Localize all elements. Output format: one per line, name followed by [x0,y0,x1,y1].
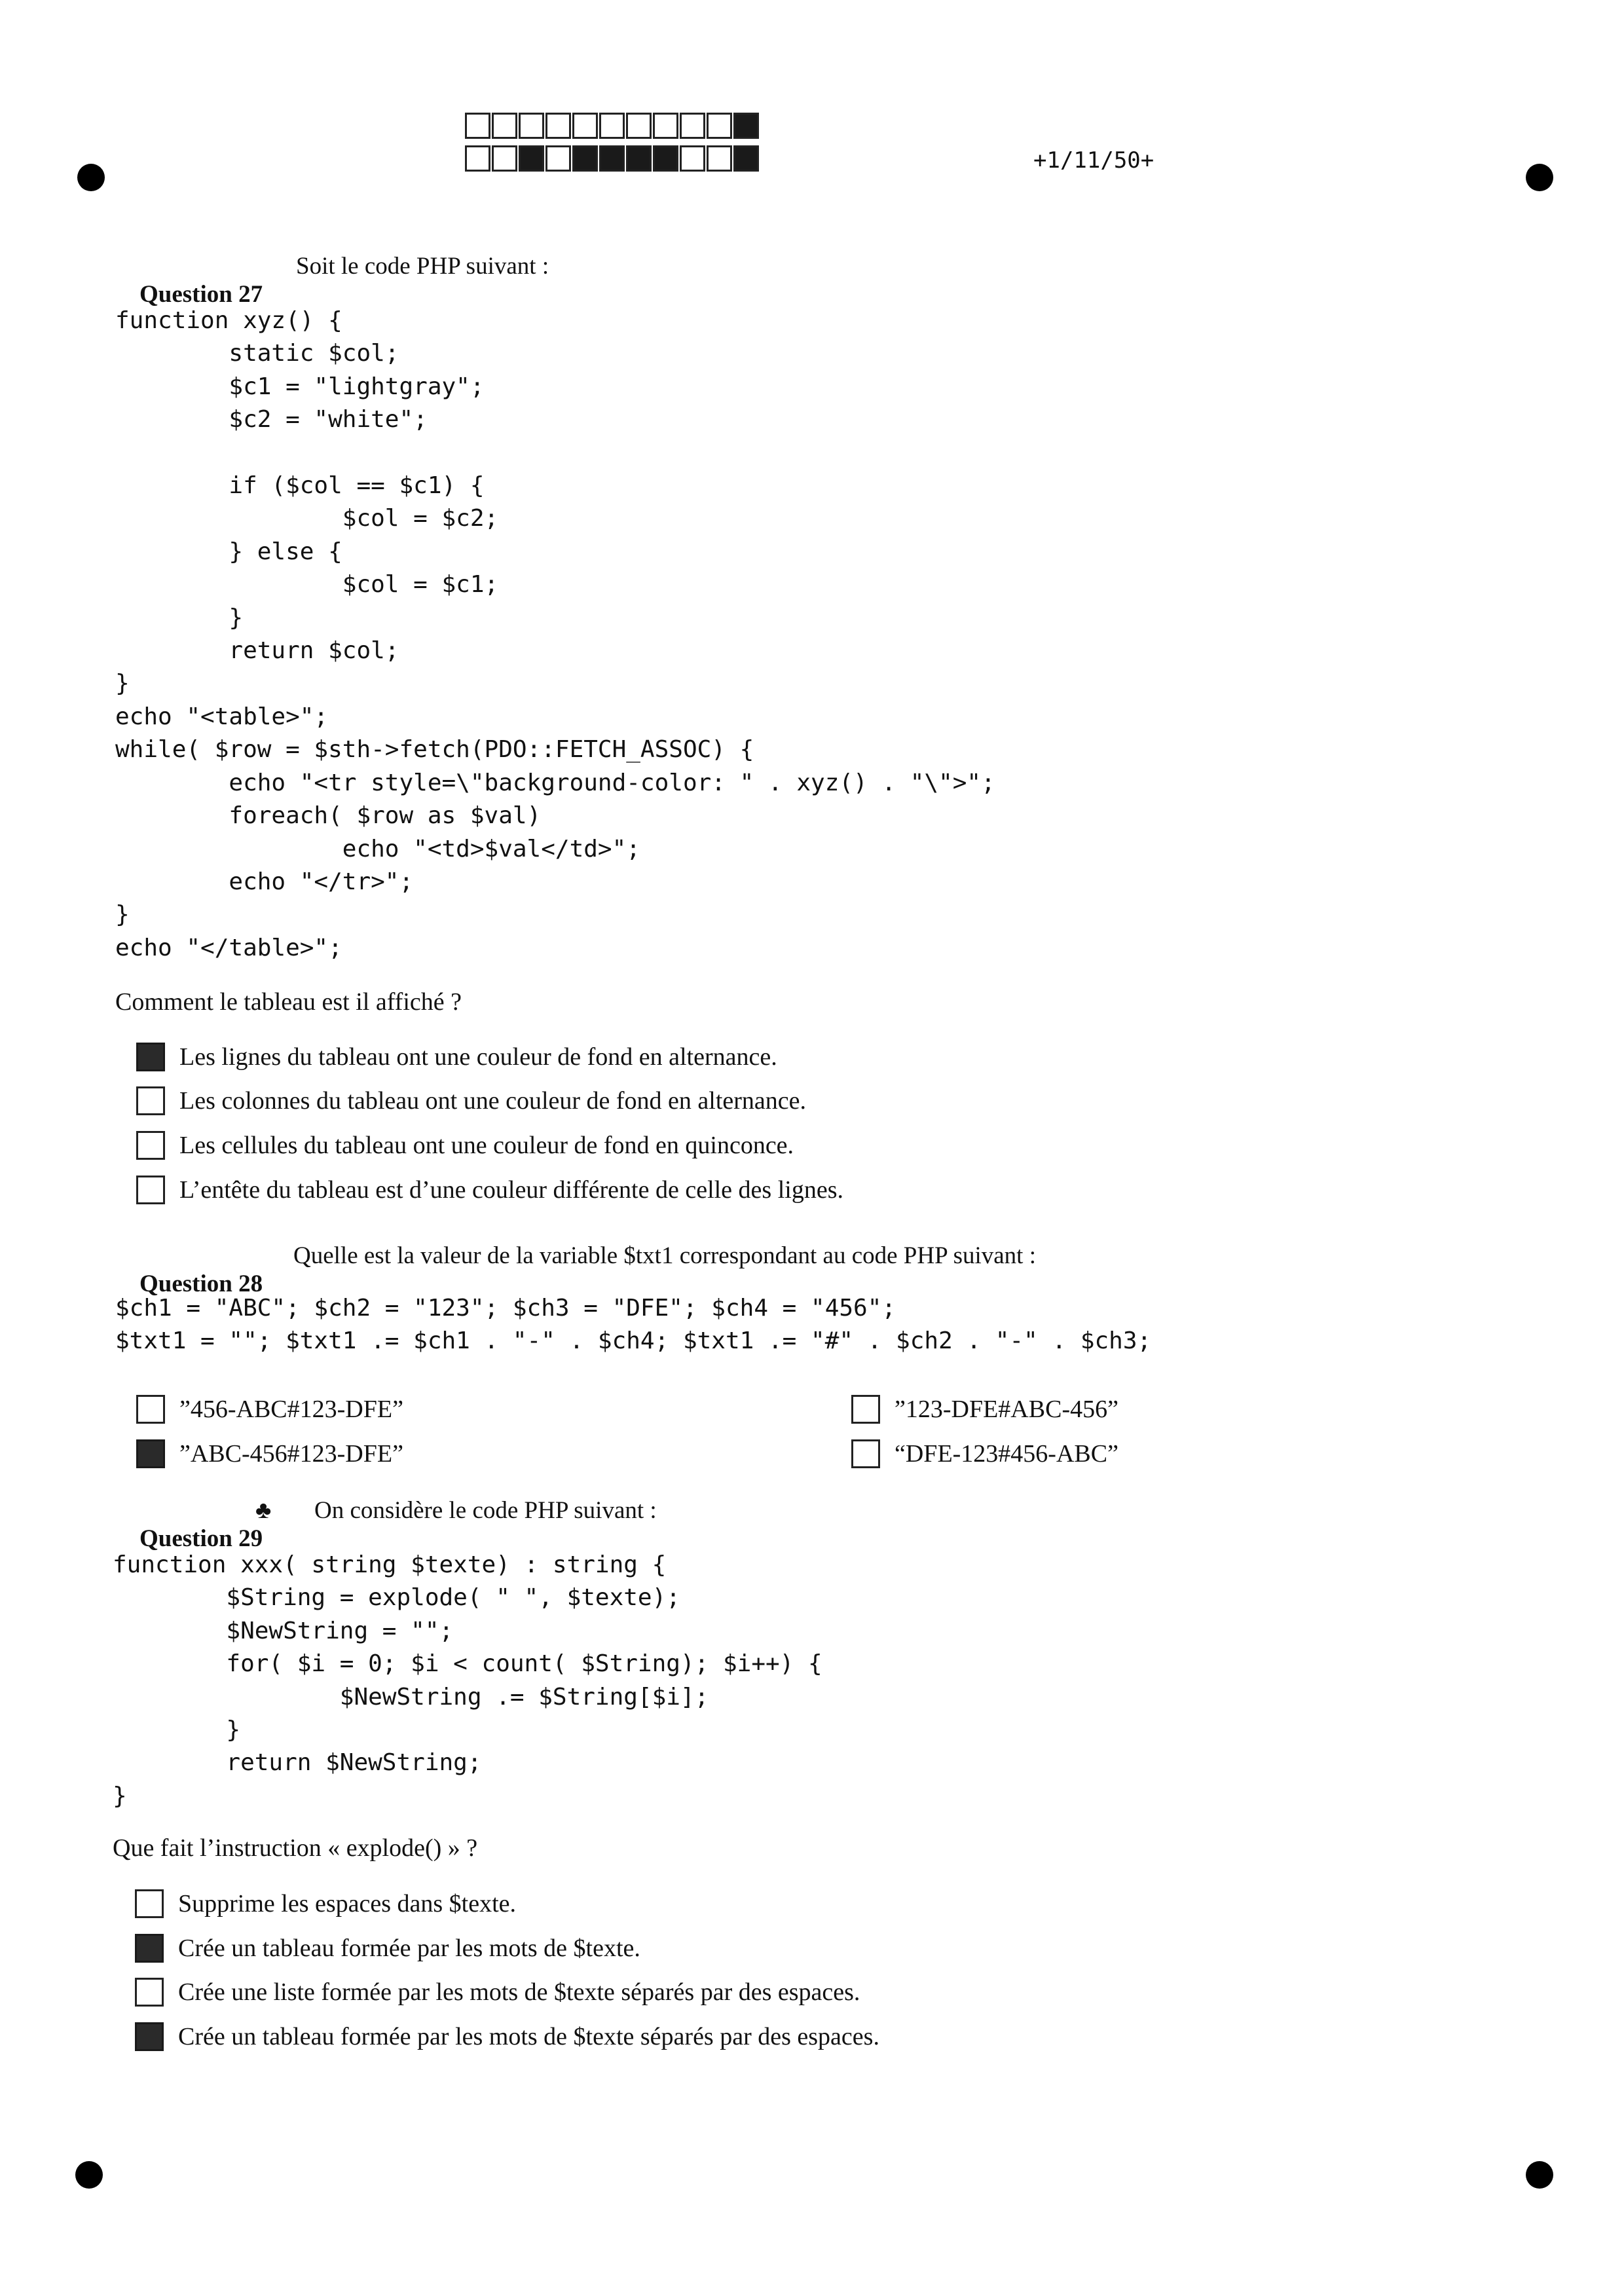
q28-code-block: $ch1 = "ABC"; $ch2 = "123"; $ch3 = "DFE"; $ch4 = "456"; $txt1 = ""; $txt1 .= $ch1 . "-" . $ch4; $txt1 .= "#" . $ch2 . "-" . $ch3; [115,1295,1152,1355]
option-label: L’entête du tableau est d’une couleur différente de celle des lignes. [179,1176,843,1204]
question-text: On considère le code PHP suivant : [314,1497,657,1524]
question-text: Quelle est la valeur de la variable $txt1 correspondant au code PHP suivant : [293,1242,1036,1269]
question-number: Question 27 [139,281,263,308]
checkbox[interactable] [135,1978,164,2007]
question-number: Question 29 [139,1525,263,1552]
checkbox[interactable] [136,1086,165,1115]
q28-option-2[interactable] [136,1439,403,1468]
checkbox[interactable] [136,1131,165,1160]
option-label: ”456-ABC#123-DFE” [179,1396,403,1423]
checkbox[interactable] [135,2022,164,2051]
id-row-1-cell [733,113,759,139]
q27-option-3[interactable] [136,1131,794,1160]
registration-mark-bottom-right [1526,2161,1553,2189]
q27-prompt: Comment le tableau est il affiché ? [115,988,462,1016]
q28-option-3[interactable] [851,1395,1118,1424]
id-row-2-cell [545,145,571,172]
checkbox[interactable] [851,1439,880,1468]
option-label: Crée un tableau formée par les mots de $texte. [178,1935,640,1962]
id-row-2-cell [519,145,544,172]
checkbox[interactable] [135,1889,164,1918]
option-label: Les colonnes du tableau ont une couleur de fond en alternance. [179,1087,807,1115]
checkbox[interactable] [135,1934,164,1963]
option-label: Les cellules du tableau ont une couleur de fond en quinconce. [179,1132,794,1159]
q29-option-3[interactable] [135,1978,860,2007]
id-row-2-cell [572,145,598,172]
q29-option-1[interactable] [135,1889,516,1918]
q29-option-2[interactable] [135,1934,640,1963]
checkbox[interactable] [136,1043,165,1071]
checkbox[interactable] [136,1176,165,1204]
question-text: Soit le code PHP suivant : [296,253,549,280]
option-label: Les lignes du tableau ont une couleur de fond en alternance. [179,1043,777,1071]
id-row-2-cell [680,145,705,172]
club-icon: ♣ [255,1497,272,1524]
registration-mark-bottom-left [75,2161,103,2189]
registration-mark-top-right [1526,164,1553,191]
question-number: Question 28 [139,1270,263,1297]
id-row-1-cell [465,113,490,139]
option-label: ”123-DFE#ABC-456” [895,1396,1118,1423]
id-row-1-cell [572,113,598,139]
option-label: Supprime les espaces dans $texte. [178,1890,517,1917]
checkbox[interactable] [136,1395,165,1424]
id-row-2-cell [733,145,759,172]
id-row-2-cell [465,145,490,172]
q27-code-block: function xyz() { static $col; $c1 = "lightgray"; $c2 = "white"; if ($col == $c1) { $col = $c2; } else { $col = $c1; } return $col; } echo "<table>"; while( $row = $sth->fetch(PDO::FETCH_ASSOC) { echo "<tr style=\"background-color: " . xyz() . "\">"; foreach( $row as $val) echo "<td>$val</td>"; echo "</tr>"; } echo "</table>"; [115,307,995,961]
id-row-1-cell [492,113,517,139]
option-label: ”ABC-456#123-DFE” [179,1440,403,1468]
page-id-boxes-row-2 [465,145,760,172]
id-row-1-cell [519,113,544,139]
checkbox[interactable] [851,1395,880,1424]
q27-option-2[interactable] [136,1086,806,1115]
id-row-1-cell [707,113,732,139]
id-row-2-cell [707,145,732,172]
page-id-boxes-row-1 [465,113,760,139]
id-row-2-cell [653,145,678,172]
q27-option-1[interactable] [136,1043,777,1071]
registration-mark-top-left [77,164,105,191]
option-label: Crée un tableau formée par les mots de $texte séparés par des espaces. [178,2023,879,2050]
id-row-1-cell [626,113,652,139]
q28-option-1[interactable] [136,1395,403,1424]
id-row-1-cell [653,113,678,139]
id-row-1-cell [599,113,625,139]
q27-option-4[interactable] [136,1176,843,1204]
checkbox[interactable] [136,1439,165,1468]
id-row-2-cell [626,145,652,172]
page-identifier: +1/11/50+ [1033,147,1154,174]
q29-code-block: function xxx( string $texte) : string { $String = explode( " ", $texte); $NewString = ""; for( $i = 0; $i < count( $String); $i++) { $NewString .= $String[$i]; } return $NewString; } [113,1551,822,1809]
id-row-1-cell [545,113,571,139]
q29-option-4[interactable] [135,2022,879,2051]
q28-option-4[interactable] [851,1439,1118,1468]
option-label: Crée une liste formée par les mots de $texte séparés par des espaces. [178,1978,860,2006]
id-row-1-cell [680,113,705,139]
id-row-2-cell [599,145,625,172]
q29-prompt: Que fait l’instruction « explode() » ? [113,1834,478,1862]
id-row-2-cell [492,145,517,172]
option-label: “DFE-123#456-ABC” [895,1440,1118,1468]
